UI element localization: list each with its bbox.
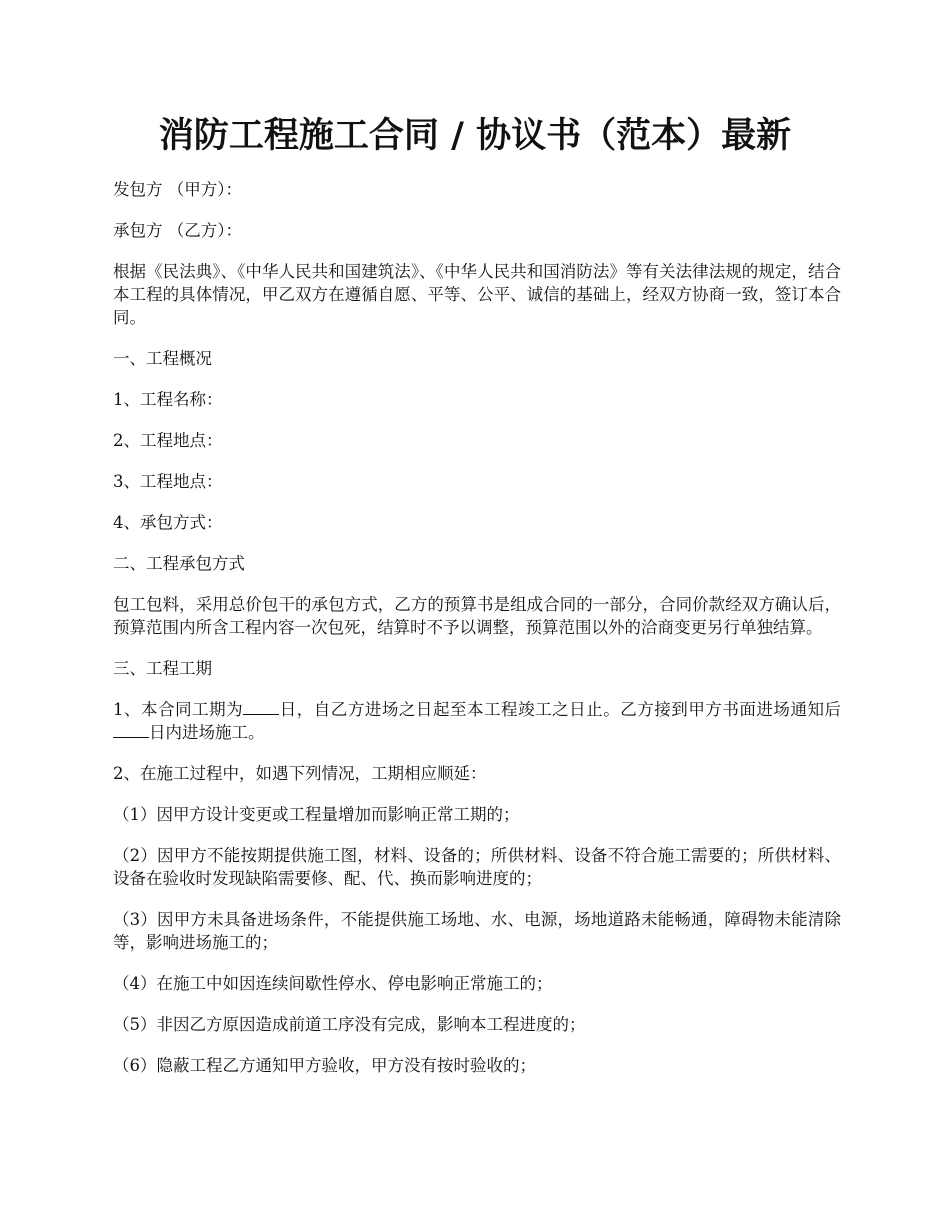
section-3-heading: 三、工程工期	[113, 659, 212, 678]
duration-clause-part2: 日，自乙方进场之日起至本工程竣工之日止。乙方接到甲方书面进场通知后	[279, 700, 842, 719]
project-location-line-2: 3、工程地点：	[113, 472, 223, 491]
extension-item-3: （3）因甲方未具备进场条件，不能提供施工场地、水、电源，场地道路未能畅通，障碍物未能清除等，影响进场施工的；	[113, 910, 841, 952]
extension-item-5: （5）非因乙方原因造成前道工序没有完成，影响本工程进度的；	[113, 1015, 586, 1034]
duration-clause-part1: 1、本合同工期为	[113, 700, 244, 719]
duration-clause	[113, 698, 841, 744]
party-b-line: 承包方 （乙方）：	[113, 221, 242, 240]
section-2-heading: 二、工程承包方式	[113, 554, 245, 573]
document-title: 消防工程施工合同 / 协议书（范本）最新	[158, 115, 792, 156]
section-2-body: 包工包料，采用总价包干的承包方式，乙方的预算书是组成合同的一部分，合同价款经双方确认后，预算范围内所含工程内容一次包死，结算时不予以调整，预算范围以外的洽商变更另行单独结算。	[113, 595, 841, 637]
preamble-paragraph: 根据《民法典》、《中华人民共和国建筑法》、《中华人民共和国消防法》等有关法律法规的规定，结合本工程的具体情况，甲乙双方在遵循自愿、平等、公平、诚信的基础上，经双方协商一致，签订本合同。	[113, 262, 841, 327]
duration-clause-part3: 日内进场施工。	[149, 723, 265, 742]
extension-item-2: （2）因甲方不能按期提供施工图，材料、设备的；所供材料、设备不符合施工需要的；所供材料、设备在验收时发现缺陷需要修、配、代、换而影响进度的；	[113, 846, 841, 888]
project-location-line: 2、工程地点：	[113, 431, 223, 450]
contract-mode-line: 4、承包方式：	[113, 513, 223, 532]
duration-days-blank	[243, 699, 279, 715]
party-a-line: 发包方 （甲方）：	[113, 180, 242, 199]
project-name-line: 1、工程名称：	[113, 390, 223, 409]
extension-item-4: （4）在施工中如因连续间歇性停水、停电影响正常施工的；	[113, 974, 553, 993]
extension-item-1: （1）因甲方设计变更或工程量增加而影响正常工期的；	[113, 805, 520, 824]
extension-clause: 2、在施工过程中，如遇下列情况，工期相应顺延：	[113, 764, 487, 783]
extension-item-6: （6）隐蔽工程乙方通知甲方验收，甲方没有按时验收的；	[113, 1056, 536, 1075]
document-body	[113, 178, 841, 1077]
entry-days-blank	[113, 722, 149, 738]
section-1-heading: 一、工程概况	[113, 349, 212, 368]
